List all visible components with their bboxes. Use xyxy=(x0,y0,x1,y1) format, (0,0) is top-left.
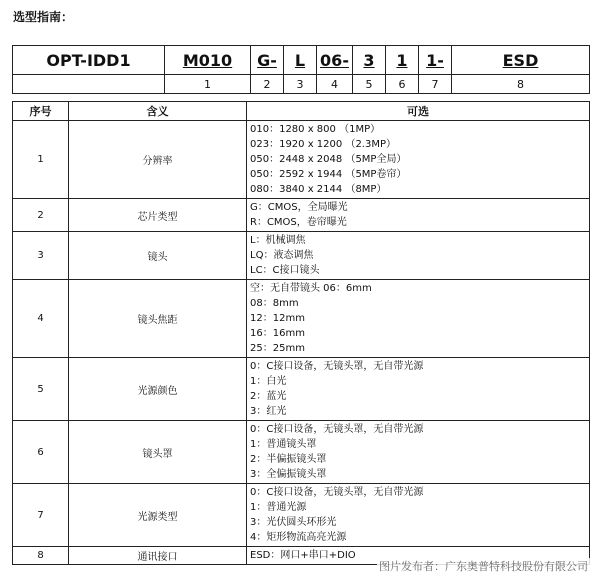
table-row xyxy=(13,484,590,547)
header-options: 可选 xyxy=(247,102,590,121)
model-part-light-type: 1- xyxy=(419,46,452,75)
table-row xyxy=(13,358,590,421)
row-meaning: 镜头 xyxy=(69,232,247,280)
row-index: 4 xyxy=(13,280,69,358)
model-code-table xyxy=(12,45,590,94)
option-line: 16：16mm xyxy=(250,328,305,339)
option-line: 2：半偏振镜头罩 xyxy=(250,454,327,465)
option-line: 0：C接口设备，无镜头罩，无自带光源 xyxy=(250,361,424,372)
row-meaning: 芯片类型 xyxy=(69,199,247,232)
option-line: ESD：网口+串口+DIO xyxy=(250,550,356,561)
model-part-lens-cover: 1 xyxy=(386,46,419,75)
option-line: 3：全偏振镜头罩 xyxy=(250,469,327,480)
table-row xyxy=(13,199,590,232)
row-meaning: 通讯接口 xyxy=(69,547,247,565)
row-options xyxy=(247,358,590,421)
row-index: 8 xyxy=(13,547,69,565)
row-index: 2 xyxy=(13,199,69,232)
model-part-chip: G- xyxy=(251,46,284,75)
model-part-series: OPT-IDD1 xyxy=(13,46,165,75)
table-row xyxy=(13,421,590,484)
option-line: 1：普通镜头罩 xyxy=(250,439,317,450)
option-line: G：CMOS，全局曝光 xyxy=(250,202,348,213)
row-index: 7 xyxy=(13,484,69,547)
model-part-focal: 06- xyxy=(317,46,353,75)
model-number: 8 xyxy=(452,75,590,94)
row-options xyxy=(247,484,590,547)
row-index: 6 xyxy=(13,421,69,484)
option-line: 080：3840 x 2144 （8MP） xyxy=(250,184,387,195)
model-number-blank xyxy=(13,75,165,94)
model-part-interface: ESD xyxy=(452,46,590,75)
row-index: 5 xyxy=(13,358,69,421)
model-number: 4 xyxy=(317,75,353,94)
option-line: 3：红光 xyxy=(250,406,287,417)
table-row xyxy=(13,232,590,280)
option-line: 050：2448 x 2048 （5MP全局） xyxy=(250,154,407,165)
table-row xyxy=(13,121,590,199)
model-number: 3 xyxy=(284,75,317,94)
option-line: 1：普通光源 xyxy=(250,502,307,513)
option-line: 08：8mm xyxy=(250,298,299,309)
option-line: 3：光伏圆头环形光 xyxy=(250,517,337,528)
header-index: 序号 xyxy=(13,102,69,121)
option-line: LQ：液态调焦 xyxy=(250,250,314,261)
row-options xyxy=(247,280,590,358)
option-line: 12：12mm xyxy=(250,313,305,324)
row-options xyxy=(247,121,590,199)
row-index: 3 xyxy=(13,232,69,280)
option-line: R：CMOS，卷帘曝光 xyxy=(250,217,347,228)
option-line: L：机械调焦 xyxy=(250,235,306,246)
model-number: 7 xyxy=(419,75,452,94)
page-title: 选型指南： xyxy=(13,10,74,24)
model-number: 6 xyxy=(386,75,419,94)
watermark: 图片发布者：广东奥普特科技股份有限公司 xyxy=(379,560,588,573)
row-index: 1 xyxy=(13,121,69,199)
model-number: 2 xyxy=(251,75,284,94)
model-number: 1 xyxy=(165,75,251,94)
option-line: 050：2592 x 1944 （5MP卷帘） xyxy=(250,169,407,180)
option-line: 4：矩形物流高亮光源 xyxy=(250,532,347,543)
row-meaning: 镜头焦距 xyxy=(69,280,247,358)
model-part-lens: L xyxy=(284,46,317,75)
option-line: 010：1280 x 800 （1MP） xyxy=(250,124,381,135)
model-number: 5 xyxy=(353,75,386,94)
row-options xyxy=(247,232,590,280)
option-line: 空：无自带镜头 06：6mm xyxy=(250,283,372,294)
option-line: 1：白光 xyxy=(250,376,287,387)
option-line: 0：C接口设备，无镜头罩，无自带光源 xyxy=(250,487,424,498)
option-line: 023：1920 x 1200 （2.3MP） xyxy=(250,139,397,150)
model-part-light-color: 3 xyxy=(353,46,386,75)
option-line: LC：C接口镜头 xyxy=(250,265,320,276)
table-row xyxy=(13,280,590,358)
row-options xyxy=(247,199,590,232)
header-meaning: 含义 xyxy=(69,102,247,121)
row-options xyxy=(247,421,590,484)
row-meaning: 光源颜色 xyxy=(69,358,247,421)
model-part-resolution: M010 xyxy=(165,46,251,75)
row-meaning: 光源类型 xyxy=(69,484,247,547)
spec-table xyxy=(12,101,590,565)
option-line: 2：蓝光 xyxy=(250,391,287,402)
option-line: 25：25mm xyxy=(250,343,305,354)
row-meaning: 分辨率 xyxy=(69,121,247,199)
option-line: 0：C接口设备，无镜头罩，无自带光源 xyxy=(250,424,424,435)
row-meaning: 镜头罩 xyxy=(69,421,247,484)
